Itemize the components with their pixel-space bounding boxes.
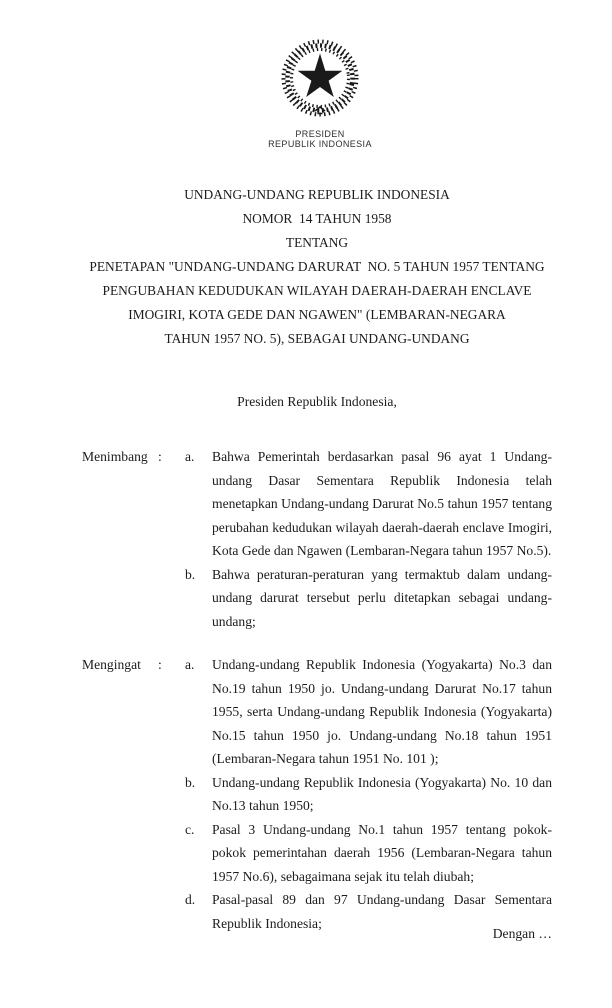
seal-emblem-icon	[280, 38, 360, 118]
star-icon	[298, 54, 343, 98]
title-line-7: TAHUN 1957 NO. 5), SEBAGAI UNDANG-UNDANG	[164, 331, 470, 346]
item-marker: d.	[185, 892, 196, 907]
preamble	[82, 445, 552, 935]
item-marker: b.	[185, 566, 196, 582]
title-line-2: NOMOR 14 TAHUN 1958	[242, 211, 392, 226]
title-line-1: UNDANG-UNDANG REPUBLIK INDONESIA	[184, 187, 450, 202]
list-item	[185, 653, 552, 771]
catchword: Dengan …	[492, 926, 552, 941]
salutation: Presiden Republik Indonesia,	[237, 394, 397, 409]
item-text: Bahwa Pemerintah berdasarkan pasal 96 ayat 1 Undang-undang Dasar Sementara Republik Indonesia telah menetapkan Undang-undang Darurat No.5 tahun 1957 tentang perubahan kedudukan wilayah daerah-daerah enclave Imogiri, Kota Gede dan Ngawen (Lembaran-Negara tahun 1957 No.5).	[212, 449, 552, 558]
section-menimbang	[82, 445, 552, 633]
seal-org-line2: REPUBLIK INDONESIA	[268, 139, 372, 149]
section-label: Mengingat	[82, 657, 141, 672]
item-text: Pasal 3 Undang-undang No.1 tahun 1957 tentang pokok-pokok pemerintahan daerah 1956 (Lembaran-Negara tahun 1957 No.6), sebagaimana sejak itu telah diubah;	[212, 821, 552, 884]
section-items	[185, 653, 552, 935]
section-mengingat	[82, 653, 552, 935]
title-line-6: IMOGIRI, KOTA GEDE DAN NGAWEN" (LEMBARAN-NEGARA	[128, 307, 506, 322]
presidential-seal	[280, 38, 360, 118]
item-marker: a.	[185, 657, 195, 672]
list-item	[185, 818, 552, 889]
item-text: Bahwa peraturan-peraturan yang termaktub dalam undang-undang darurat tersebut perlu ditetapkan sebagai undang-undang;	[212, 566, 552, 629]
title-line-4: PENETAPAN "UNDANG-UNDANG DARURAT NO. 5 TAHUN 1957 TENTANG	[89, 259, 545, 274]
item-marker: b.	[185, 774, 196, 790]
section-items	[185, 445, 552, 633]
title-line-3: TENTANG	[285, 235, 349, 250]
list-item	[185, 445, 552, 563]
item-marker: c.	[185, 821, 195, 837]
item-marker: a.	[185, 449, 195, 464]
section-colon: :	[158, 657, 162, 672]
seal-org-line1: PRESIDEN	[295, 129, 345, 139]
section-colon: :	[158, 449, 162, 464]
list-item	[185, 563, 552, 634]
item-text: Pasal-pasal 89 dan 97 Undang-undang Dasar Sementara Republik Indonesia;	[212, 892, 552, 931]
list-item	[185, 771, 552, 818]
title-line-5: PENGUBAHAN KEDUDUKAN WILAYAH DAERAH-DAERAH ENCLAVE	[102, 283, 532, 298]
document-title	[82, 183, 552, 351]
item-text: Undang-undang Republik Indonesia (Yogyakarta) No. 10 dan No.13 tahun 1950;	[212, 774, 552, 813]
seal-caption	[220, 129, 420, 149]
section-label: Menimbang	[82, 449, 148, 464]
item-text: Undang-undang Republik Indonesia (Yogyakarta) No.3 dan No.19 tahun 1950 jo. Undang-undang Darurat No.17 tahun 1955, serta Undang-undang Republik Indonesia (Yogyakarta) No.15 tahun 1950 jo. Undang-undang No.18 tahun 1951 (Lembaran-Negara tahun 1951 No. 101 );	[212, 657, 552, 766]
